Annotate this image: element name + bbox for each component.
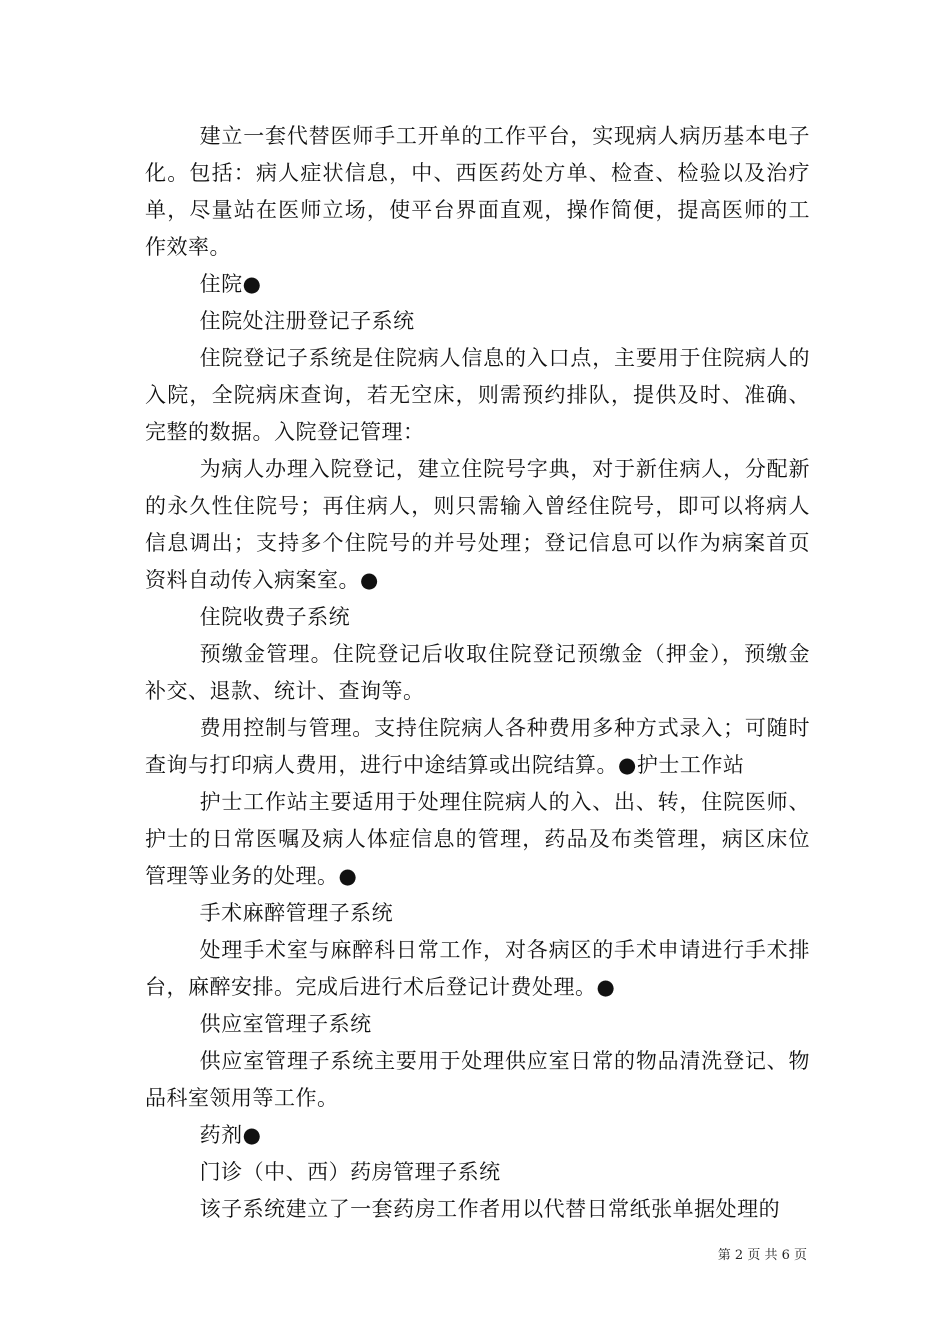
subsection-heading: 门诊（中、西）药房管理子系统 [199, 1160, 501, 1184]
document-body [145, 118, 810, 1228]
subsection-heading: 住院收费子系统 [199, 605, 351, 629]
subsection-heading: 手术麻醉管理子系统 [199, 901, 394, 925]
page-number: 第 2 页 共 6 页 [717, 1248, 807, 1263]
paragraph: 供应室管理子系统主要用于处理供应室日常的物品清洗登记、物品科室领用等工作。 [145, 1049, 810, 1110]
section-heading: 住院● [199, 272, 262, 296]
paragraph: 住院登记子系统是住院病人信息的入口点，主要用于住院病人的入院，全院病床查询，若无空床，则需预约排队，提供及时、准确、完整的数据。入院登记管理： [145, 346, 810, 444]
section-heading: 药剂● [199, 1123, 262, 1147]
subsection-heading: 住院处注册登记子系统 [199, 309, 415, 333]
paragraph: 处理手术室与麻醉科日常工作，对各病区的手术申请进行手术排台，麻醉安排。完成后进行术后登记计费处理。● [145, 938, 810, 999]
paragraph: 建立一套代替医师手工开单的工作平台，实现病人病历基本电子化。包括：病人症状信息，中、西医药处方单、检查、检验以及治疗单，尽量站在医师立场，使平台界面直观，操作简便，提高医师的工作效率。 [145, 124, 810, 259]
paragraph: 该子系统建立了一套药房工作者用以代替日常纸张单据处理的 [199, 1197, 781, 1221]
paragraph: 为病人办理入院登记，建立住院号字典，对于新住病人，分配新的永久性住院号；再住病人，则只需输入曾经住院号，即可以将病人信息调出；支持多个住院号的并号处理；登记信息可以作为病案首页资料自动传入病案室。● [145, 457, 810, 592]
paragraph: 预缴金管理。住院登记后收取住院登记预缴金（押金），预缴金补交、退款、统计、查询等。 [145, 642, 810, 703]
subsection-heading: 供应室管理子系统 [199, 1012, 372, 1036]
paragraph: 护士工作站主要适用于处理住院病人的入、出、转，住院医师、护士的日常医嘱及病人体症信息的管理，药品及布类管理，病区床位管理等业务的处理。● [145, 790, 810, 888]
paragraph: 费用控制与管理。支持住院病人各种费用多种方式录入；可随时查询与打印病人费用，进行中途结算或出院结算。●护士工作站 [145, 716, 810, 777]
